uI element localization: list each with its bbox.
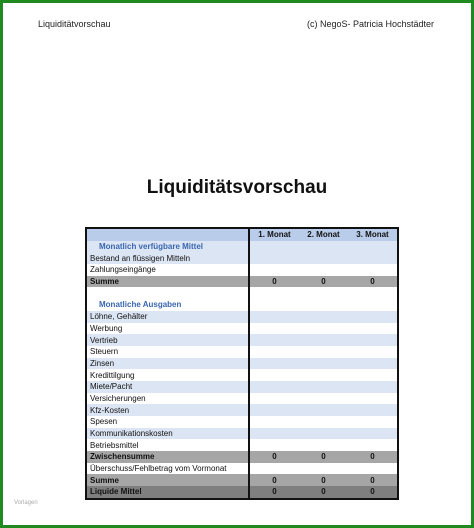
sum-row (86, 474, 398, 486)
row-label: Summe (86, 276, 249, 288)
cell[interactable] (249, 311, 299, 323)
cell[interactable] (249, 264, 299, 276)
cell[interactable] (299, 428, 348, 440)
month-header-2: 2. Monat (299, 228, 348, 241)
cell[interactable] (348, 241, 398, 253)
cell[interactable] (348, 393, 398, 405)
row-label: Liquide Mittel (86, 486, 249, 499)
cell[interactable] (299, 311, 348, 323)
table-row (86, 346, 398, 358)
cell[interactable] (299, 358, 348, 370)
cell[interactable] (299, 416, 348, 428)
row-label: Kredittilgung (86, 369, 249, 381)
cell[interactable] (249, 393, 299, 405)
cell[interactable] (249, 241, 299, 253)
sum-cell: 0 (299, 276, 348, 288)
table-row (86, 404, 398, 416)
row-label: Spesen (86, 416, 249, 428)
cell[interactable] (348, 439, 398, 451)
row-label: Kommunikationskosten (86, 428, 249, 440)
cell[interactable] (299, 404, 348, 416)
table-row (86, 369, 398, 381)
sum-cell: 0 (249, 474, 299, 486)
row-label: Monatlich verfügbare Mittel (86, 241, 249, 253)
row-label: Versicherungen (86, 393, 249, 405)
month-header-1: 1. Monat (249, 228, 299, 241)
cell[interactable] (249, 358, 299, 370)
row-label: Steuern (86, 346, 249, 358)
cell[interactable] (249, 323, 299, 335)
liquid-funds-row (86, 486, 398, 499)
row-label: Zinsen (86, 358, 249, 370)
cell (249, 287, 299, 299)
cell[interactable] (249, 252, 299, 264)
cell[interactable] (249, 299, 299, 311)
cell[interactable] (249, 334, 299, 346)
cell[interactable] (299, 334, 348, 346)
table-row (86, 463, 398, 475)
row-label: Monatliche Ausgaben (86, 299, 249, 311)
cell (299, 287, 348, 299)
sum-cell: 0 (299, 451, 348, 463)
row-label: Kfz-Kosten (86, 404, 249, 416)
cell[interactable] (348, 264, 398, 276)
cell[interactable] (299, 463, 348, 475)
cell[interactable] (348, 252, 398, 264)
cell[interactable] (348, 428, 398, 440)
row-label: Bestand an flüssigen Mitteln (86, 252, 249, 264)
table-row (86, 334, 398, 346)
sum-cell: 0 (249, 276, 299, 288)
cell[interactable] (348, 311, 398, 323)
cell[interactable] (348, 416, 398, 428)
cell[interactable] (299, 381, 348, 393)
cell[interactable] (249, 369, 299, 381)
cell[interactable] (249, 416, 299, 428)
page-title: Liquiditätsvorschau (146, 177, 328, 198)
cell[interactable] (348, 334, 398, 346)
sum-cell: 0 (348, 474, 398, 486)
header-copyright-text: (c) NegoS- Patricia Hochstädter (306, 19, 434, 29)
sum-cell: 0 (348, 276, 398, 288)
cell[interactable] (348, 346, 398, 358)
cell[interactable] (348, 299, 398, 311)
cell[interactable] (249, 346, 299, 358)
row-label: Vertrieb (86, 334, 249, 346)
cell[interactable] (299, 264, 348, 276)
liquidity-table (85, 227, 399, 500)
section-header-row (86, 241, 398, 253)
cell[interactable] (249, 439, 299, 451)
table-row (86, 428, 398, 440)
sum-cell: 0 (249, 486, 299, 499)
table-header-row (86, 228, 398, 241)
cell[interactable] (299, 346, 348, 358)
header-corner-cell (86, 228, 249, 241)
footer-watermark: Vorlagen (14, 500, 38, 506)
row-label: Werbung (86, 323, 249, 335)
sum-cell: 0 (299, 486, 348, 499)
section-header-row (86, 299, 398, 311)
cell[interactable] (249, 428, 299, 440)
month-header-3: 3. Monat (348, 228, 398, 241)
cell[interactable] (299, 323, 348, 335)
table-row (86, 416, 398, 428)
cell[interactable] (348, 404, 398, 416)
row-label: Zwischensumme (86, 451, 249, 463)
row-label: Betriebsmittel (86, 439, 249, 451)
cell[interactable] (348, 358, 398, 370)
cell[interactable] (299, 393, 348, 405)
row-label: Summe (86, 474, 249, 486)
row-label: Miete/Pacht (86, 381, 249, 393)
cell[interactable] (299, 241, 348, 253)
cell[interactable] (348, 369, 398, 381)
table-row (86, 358, 398, 370)
cell[interactable] (299, 369, 348, 381)
table-row (86, 264, 398, 276)
row-label (86, 287, 249, 299)
cell[interactable] (249, 463, 299, 475)
table-row (86, 323, 398, 335)
table-row (86, 252, 398, 264)
cell[interactable] (299, 299, 348, 311)
row-label: Löhne, Gehälter (86, 311, 249, 323)
header-left-text: Liquiditätvorschau (38, 19, 111, 29)
table-row (86, 439, 398, 451)
sum-cell: 0 (299, 474, 348, 486)
cell[interactable] (348, 381, 398, 393)
cell[interactable] (299, 252, 348, 264)
cell[interactable] (348, 463, 398, 475)
table-row (86, 311, 398, 323)
table-row (86, 393, 398, 405)
sum-cell: 0 (348, 486, 398, 499)
sum-row (86, 276, 398, 288)
cell (348, 287, 398, 299)
sum-cell: 0 (348, 451, 398, 463)
cell[interactable] (348, 323, 398, 335)
table-row (86, 381, 398, 393)
row-label: Zahlungseingänge (86, 264, 249, 276)
spacer-row (86, 287, 398, 299)
cell[interactable] (249, 381, 299, 393)
row-label: Überschuss/Fehlbetrag vom Vormonat (86, 463, 249, 475)
subtotal-row (86, 451, 398, 463)
sum-cell: 0 (249, 451, 299, 463)
cell[interactable] (249, 404, 299, 416)
cell[interactable] (299, 439, 348, 451)
